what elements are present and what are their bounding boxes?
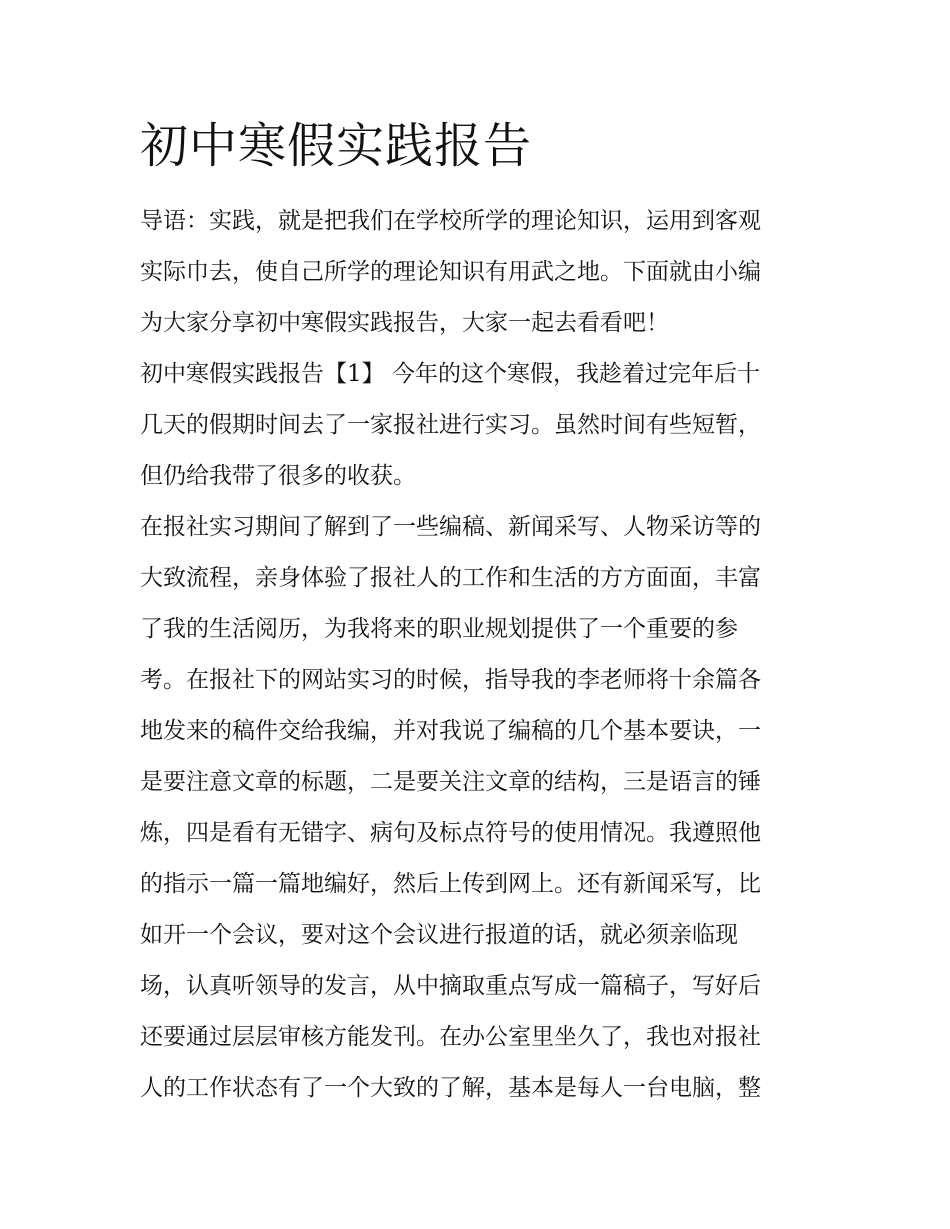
intro-line-1: 导语：实践，就是把我们在学校所学的理论知识，运用到客观 (140, 208, 761, 234)
body-line: 大致流程，亲身体验了报社人的工作和生活的方方面面，丰富 (140, 565, 761, 591)
body-line: 考。在报社下的网站实习的时候，指导我的李老师将十余篇各 (140, 667, 761, 693)
body-line: 在报社实习期间了解到了一些编稿、新闻采写、人物采访等的 (140, 514, 761, 540)
body-line: 是要注意文章的标题，二是要关注文章的结构，三是语言的锤 (140, 769, 761, 795)
body-line: 了我的生活阅历，为我将来的职业规划提供了一个重要的参 (140, 616, 738, 642)
body-line: 场，认真听领导的发言，从中摘取重点写成一篇稿子，写好后 (140, 973, 761, 999)
body-line: 几天的假期时间去了一家报社进行实习。虽然时间有些短暂， (140, 412, 761, 438)
body-line: 如开一个会议，要对这个会议进行报道的话，就必须亲临现 (140, 922, 738, 948)
body-line: 人的工作状态有了一个大致的了解，基本是每人一台电脑，整 (140, 1075, 761, 1101)
body-line: 炼，四是看有无错字、病句及标点符号的使用情况。我遵照他 (140, 820, 761, 846)
intro-line-2: 实际巾去，使自己所学的理论知识有用武之地。下面就由小编 (140, 259, 761, 285)
document-title: 初中寒假实践报告 (140, 118, 533, 174)
body-line: 但仍给我带了很多的收获。 (140, 463, 416, 489)
body-line: 地发来的稿件交给我编，并对我说了编稿的几个基本要诀，一 (140, 718, 761, 744)
body-line: 的指示一篇一篇地编好，然后上传到网上。还有新闻采写，比 (140, 871, 761, 897)
body-line: 还要通过层层审核方能发刊。在办公室里坐久了，我也对报社 (140, 1024, 761, 1050)
report-heading-line: 初中寒假实践报告【1】 今年的这个寒假，我趁着过完年后十 (140, 361, 760, 387)
intro-line-3: 为大家分享初中寒假实践报告，大家一起去看看吧！ (140, 310, 669, 336)
